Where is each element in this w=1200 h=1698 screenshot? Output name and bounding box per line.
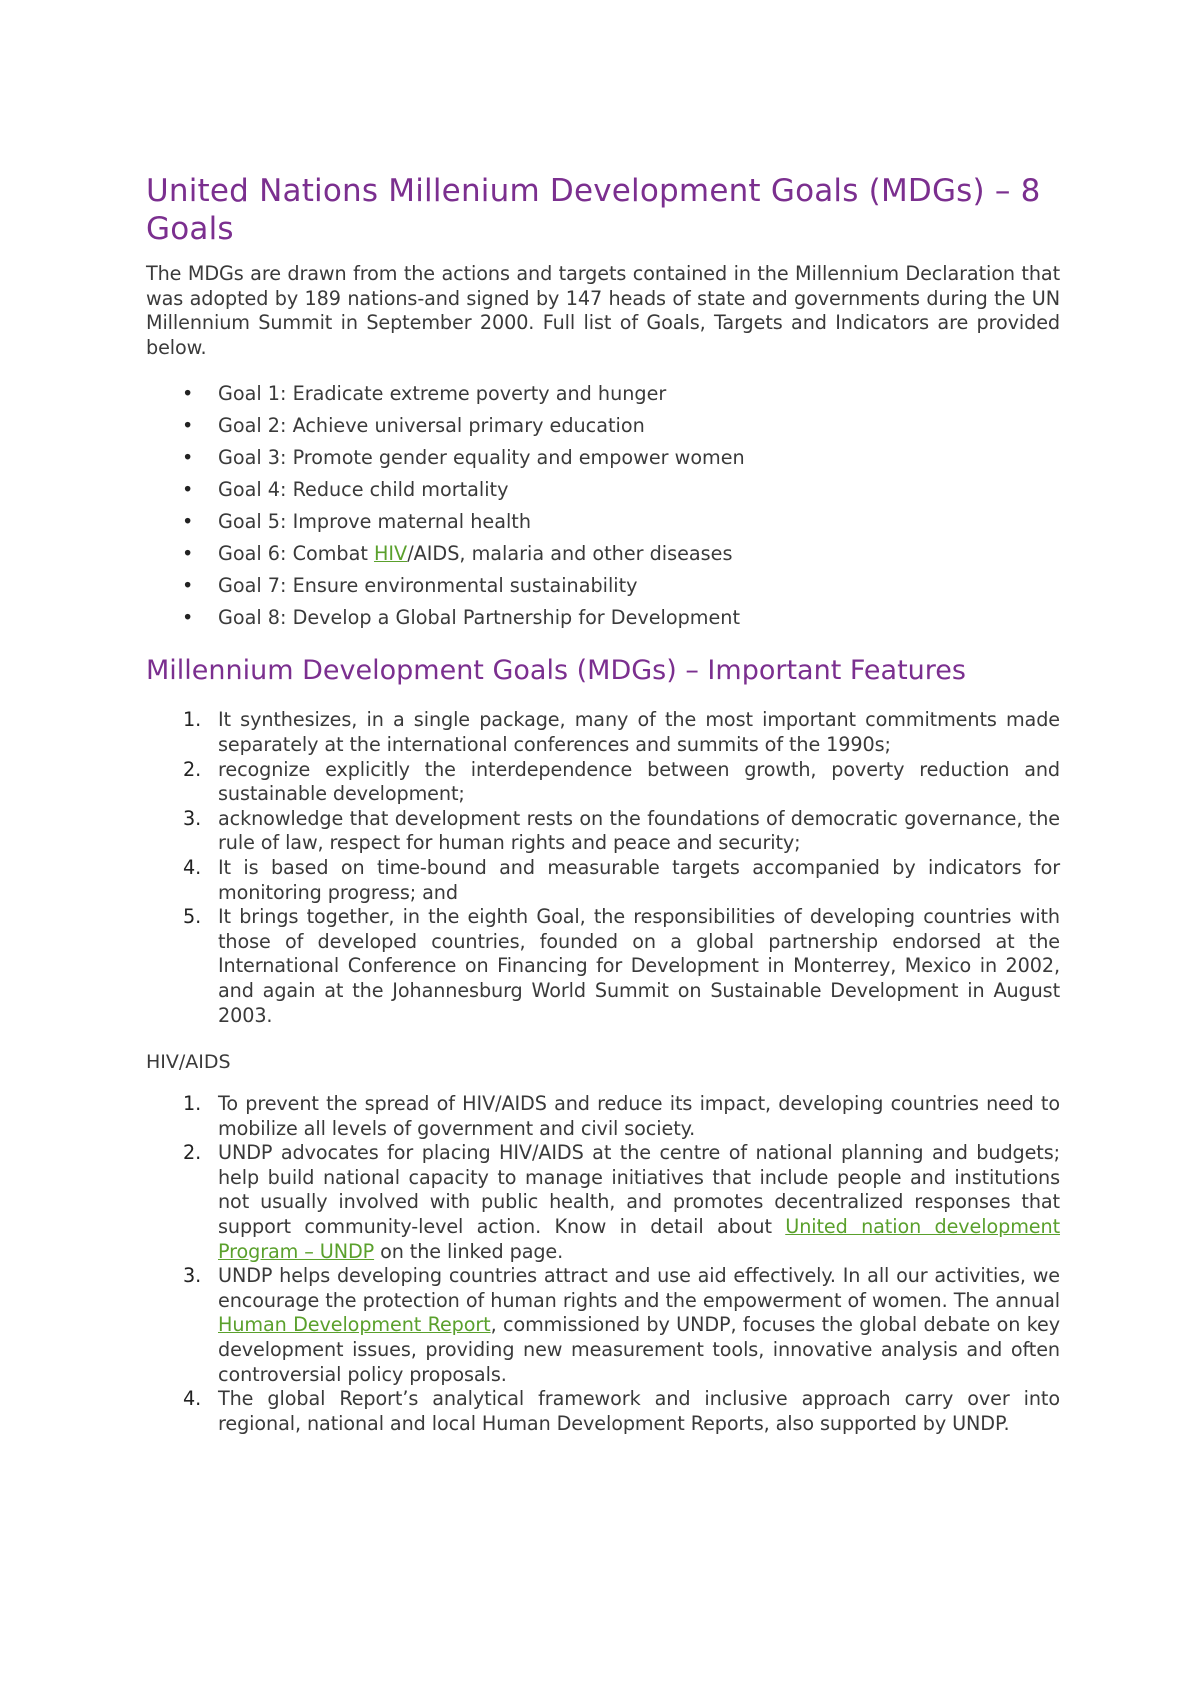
feature-text: It is based on time-bound and measurable targets accompanied by indicators for monitoring progress; and: [218, 855, 1060, 904]
item-number: 2.: [183, 757, 202, 781]
feature-text: It brings together, in the eighth Goal, the responsibilities of developing countries with those of developed countries, founded on a global partnership endorsed at the International Conference on Financing for Development in Monterrey, Mexico in 2002, and again at the Johannesburg World Summit on Sustainable Development in August 2003.: [218, 905, 1060, 1027]
features-list: [146, 708, 1060, 1028]
features-heading: Millennium Development Goals (MDGs) – Important Features: [146, 655, 966, 687]
item-number: 1.: [183, 1092, 202, 1116]
goal-item: • Goal 3: Promote gender equality and empower women: [146, 442, 1060, 474]
feature-text: acknowledge that development rests on the foundations of democratic governance, the rule of law, respect for human rights and peace and security;: [218, 806, 1060, 855]
item-number: 5.: [183, 905, 202, 929]
goal-item: • Goal 8: Develop a Global Partnership for Development: [146, 602, 1060, 634]
goal-text: /AIDS, malaria and other diseases: [407, 542, 733, 566]
goal-item: • Goal 5: Improve maternal health: [146, 506, 1060, 538]
page-title: United Nations Millenium Development Goals (MDGs) – 8 Goals: [146, 173, 1041, 247]
goal-item: • Goal 1: Eradicate extreme poverty and hunger: [146, 378, 1060, 410]
hiv-text: UNDP helps developing countries attract and use aid effectively. In all our activities, we encourage the protection of human rights and the empowerment of women. The annual: [218, 1264, 1060, 1312]
hiv-text: , commissioned by UNDP, focuses the global debate on key development issues, providing new measurement tools, innovative analysis and often controversial policy proposals.: [218, 1313, 1060, 1386]
goal-item: • Goal 4: Reduce child mortality: [146, 474, 1060, 506]
hiv-item: [146, 1387, 1060, 1436]
hiv-item: [146, 1141, 1060, 1264]
hiv-item: [146, 1092, 1060, 1141]
hiv-text: on the linked page.: [374, 1239, 564, 1263]
item-number: 3.: [183, 806, 202, 830]
feature-item: [146, 708, 1060, 757]
undp-link[interactable]: United nation development Program – UNDP: [218, 1215, 1060, 1263]
feature-item: [146, 856, 1060, 905]
hiv-text: To prevent the spread of HIV/AIDS and reduce its impact, developing countries need to mobilize all levels of government and civil society.: [218, 1092, 1060, 1140]
goal-text: Goal 6: Combat: [218, 542, 374, 566]
hiv-list: [146, 1092, 1060, 1436]
hiv-text: The global Report’s analytical framework and inclusive approach carry over into regional, national and local Human Development Reports, also supported by UNDP.: [218, 1387, 1060, 1435]
hiv-text: UNDP advocates for placing HIV/AIDS at the centre of national planning and budgets; help build national capacity to manage initiatives that include people and institutions not usually involved with public health, and promotes decentralized responses that support community-level action. Know in detail about: [218, 1141, 1060, 1239]
feature-text: recognize explicitly the interdependence between growth, poverty reduction and sustainable development;: [218, 757, 1060, 806]
item-number: 4.: [183, 1387, 202, 1411]
feature-text: It synthesizes, in a single package, many of the most important commitments made separately at the international conferences and summits of the 1990s;: [218, 708, 1060, 756]
item-number: 2.: [183, 1141, 202, 1165]
hiv-link[interactable]: HIV: [373, 542, 408, 566]
goal-item: [146, 538, 1060, 570]
goal-item: • Goal 2: Achieve universal primary education: [146, 410, 1060, 442]
item-number: 4.: [183, 855, 202, 879]
feature-item: [146, 905, 1060, 1028]
human-development-report-link[interactable]: Human Development Report: [218, 1313, 491, 1337]
feature-item: [146, 758, 1060, 807]
feature-item: [146, 807, 1060, 856]
goal-item: • Goal 7: Ensure environmental sustainability: [146, 570, 1060, 602]
hiv-item: [146, 1264, 1060, 1387]
item-number: 3.: [183, 1264, 202, 1288]
intro-paragraph: The MDGs are drawn from the actions and targets contained in the Millennium Declaration that was adopted by 189 nations-and signed by 147 heads of state and governments during the UN Millennium Summit in September 2000. Full list of Goals, Targets and Indicators are provided below.: [146, 262, 1060, 359]
hiv-heading: HIV/AIDS: [146, 1051, 231, 1074]
goals-list: [146, 378, 1060, 634]
item-number: 1.: [183, 708, 202, 732]
